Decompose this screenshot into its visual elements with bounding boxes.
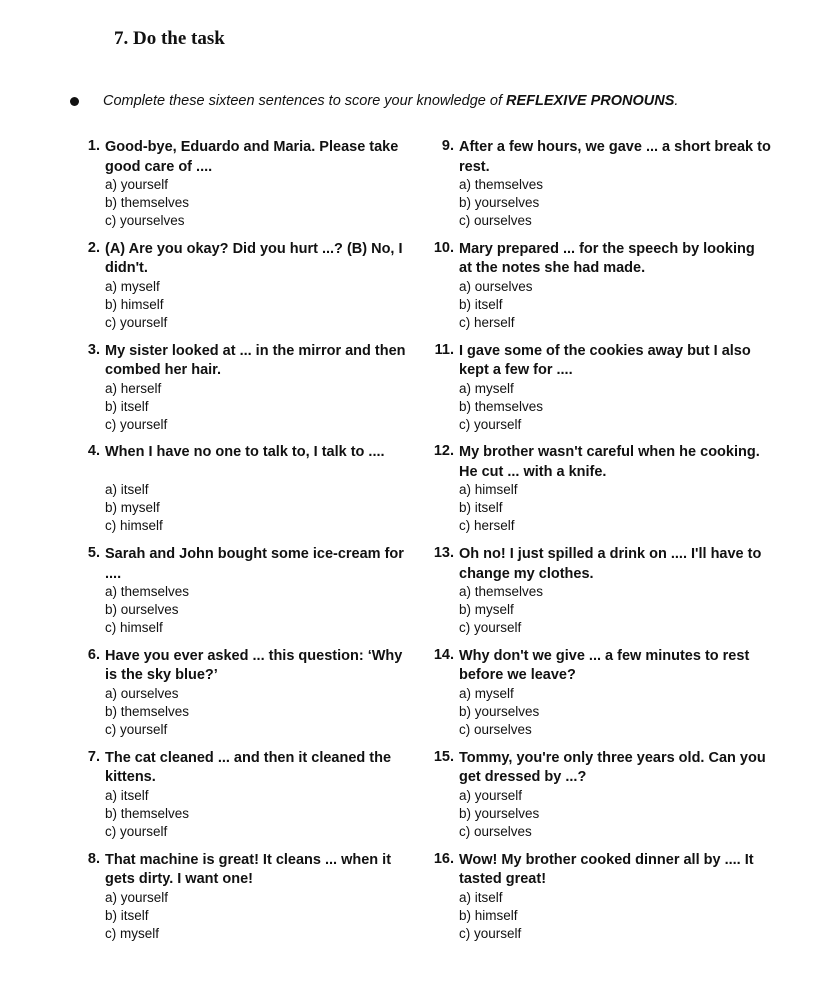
- answer-option: b) yourselves: [459, 805, 540, 821]
- answer-option: b) myself: [459, 602, 514, 618]
- question-text: Good-bye, Eduardo and Maria. Please take good care of ....: [105, 139, 399, 175]
- question-text: The cat cleaned ... and then it cleaned the kittens.: [105, 749, 392, 786]
- question-text: Tommy, you're only three years old. Can you get dressed by ...?: [459, 749, 766, 786]
- answer-option: a) itself: [105, 482, 149, 498]
- answer-option: a) yourself: [105, 177, 169, 192]
- answer-option: a) ourselves: [459, 278, 533, 294]
- answer-option: a) themselves: [459, 584, 544, 600]
- answer-option: c) himself: [105, 518, 163, 534]
- answer-option: c) myself: [105, 925, 159, 941]
- answer-option: c) ourselves: [459, 823, 532, 839]
- question-number: 1.: [87, 138, 100, 154]
- answer-option: a) ourselves: [105, 685, 179, 701]
- answer-option: a) themselves: [105, 584, 190, 600]
- question-text: (A) Are you okay? Did you hurt ...? (B) No, I didn't.: [105, 240, 403, 277]
- answer-option: b) themselves: [105, 703, 190, 719]
- question-number: 6.: [87, 646, 100, 663]
- question-number: 8.: [87, 850, 100, 867]
- question-item: [428, 544, 773, 646]
- answer-option: c) ourselves: [459, 721, 532, 737]
- question-text: Have you ever asked ... this question: ‘Why is the sky blue?’: [105, 647, 403, 684]
- answer-option: b) themselves: [105, 195, 190, 210]
- left-question-column: [74, 137, 419, 951]
- question-item: [74, 544, 419, 646]
- answer-option: b) itself: [105, 907, 149, 923]
- question-text: I gave some of the cookies away but I also kept a few for ....: [459, 342, 751, 379]
- question-number: 16.: [433, 850, 454, 867]
- answer-option: a) myself: [105, 278, 160, 294]
- question-number: 3.: [87, 341, 100, 358]
- answer-option: b) yourselves: [459, 703, 540, 719]
- answer-option: c) himself: [105, 620, 163, 636]
- question-number: 10.: [433, 239, 454, 256]
- answer-option: c) ourselves: [459, 213, 532, 228]
- question-number: 11.: [434, 341, 454, 358]
- question-text: Wow! My brother cooked dinner all by .... It tasted great!: [459, 851, 754, 888]
- answer-option: c) yourself: [105, 314, 168, 330]
- bullet-icon: [70, 97, 79, 106]
- answer-option: b) ourselves: [105, 602, 179, 618]
- answer-option: b) themselves: [105, 805, 190, 821]
- question-item: [74, 341, 419, 443]
- instruction-suffix: .: [674, 93, 679, 109]
- answer-option: c) yourself: [105, 823, 168, 839]
- answer-option: a) yourself: [105, 889, 169, 905]
- answer-option: b) itself: [105, 398, 149, 414]
- question-text: When I have no one to talk to, I talk to ....: [105, 444, 385, 461]
- question-number: 9.: [441, 138, 454, 154]
- answer-option: b) yourselves: [459, 195, 540, 210]
- answer-option: c) yourself: [105, 721, 168, 737]
- instruction-text: [103, 93, 678, 109]
- right-question-column: [428, 137, 773, 951]
- question-item: [74, 646, 419, 748]
- question-number: 4.: [87, 443, 100, 460]
- question-text: After a few hours, we gave ... a short break to rest.: [459, 139, 771, 175]
- answer-option: c) yourself: [105, 416, 168, 432]
- question-item: [428, 239, 773, 341]
- question-item: [428, 341, 773, 443]
- answer-option: a) yourself: [459, 787, 523, 803]
- answer-option: b) himself: [105, 296, 164, 312]
- answer-option: c) herself: [459, 518, 515, 534]
- answer-option: c) yourself: [459, 416, 522, 432]
- question-text: My brother wasn't careful when he cooking. He cut ... with a knife.: [459, 444, 760, 480]
- question-item: [428, 646, 773, 748]
- answer-option: c) herself: [459, 314, 515, 330]
- question-item: [74, 748, 419, 850]
- question-number: 15.: [433, 748, 454, 765]
- answer-option: a) themselves: [459, 177, 544, 192]
- question-number: 7.: [87, 748, 100, 765]
- task-title: 7. Do the task: [114, 28, 225, 49]
- answer-option: b) itself: [459, 500, 503, 516]
- question-item: [428, 442, 773, 544]
- answer-option: a) itself: [105, 787, 149, 803]
- answer-option: b) myself: [105, 500, 160, 516]
- answer-option: a) herself: [105, 380, 162, 396]
- question-number: 5.: [87, 545, 100, 562]
- answer-option: b) themselves: [459, 398, 544, 414]
- answer-option: c) yourselves: [105, 213, 185, 228]
- question-item: [428, 748, 773, 850]
- answer-option: a) himself: [459, 482, 518, 498]
- answer-option: b) himself: [459, 907, 518, 923]
- question-text: Sarah and John bought some ice-cream for ....: [105, 546, 404, 582]
- answer-option: c) yourself: [459, 925, 522, 941]
- question-number: 2.: [87, 239, 100, 256]
- question-item: [74, 442, 419, 544]
- question-text: That machine is great! It cleans ... when it gets dirty. I want one!: [105, 851, 392, 888]
- question-item: [428, 850, 773, 952]
- answer-option: b) itself: [459, 296, 503, 312]
- question-text: My sister looked at ... in the mirror and then combed her hair.: [105, 342, 406, 379]
- answer-option: c) yourself: [459, 620, 522, 636]
- question-item: [74, 239, 419, 341]
- instruction-row: [70, 90, 679, 112]
- instruction-prefix: Complete these sixteen sentences to score your knowledge of: [103, 93, 507, 109]
- question-text: Why don't we give ... a few minutes to rest before we leave?: [459, 647, 750, 684]
- question-item: [74, 850, 419, 952]
- instruction-topic: REFLEXIVE PRONOUNS: [506, 93, 675, 109]
- question-text: Mary prepared ... for the speech by looking at the notes she had made.: [459, 240, 755, 277]
- question-item: [74, 137, 419, 239]
- answer-option: a) itself: [459, 889, 503, 905]
- answer-option: a) myself: [459, 380, 514, 396]
- question-item: [428, 137, 773, 239]
- question-number: 13.: [433, 545, 454, 562]
- answer-option: a) myself: [459, 685, 514, 701]
- question-text: Oh no! I just spilled a drink on .... I'll have to change my clothes.: [459, 546, 762, 582]
- question-number: 14.: [433, 646, 454, 663]
- question-number: 12.: [433, 443, 454, 460]
